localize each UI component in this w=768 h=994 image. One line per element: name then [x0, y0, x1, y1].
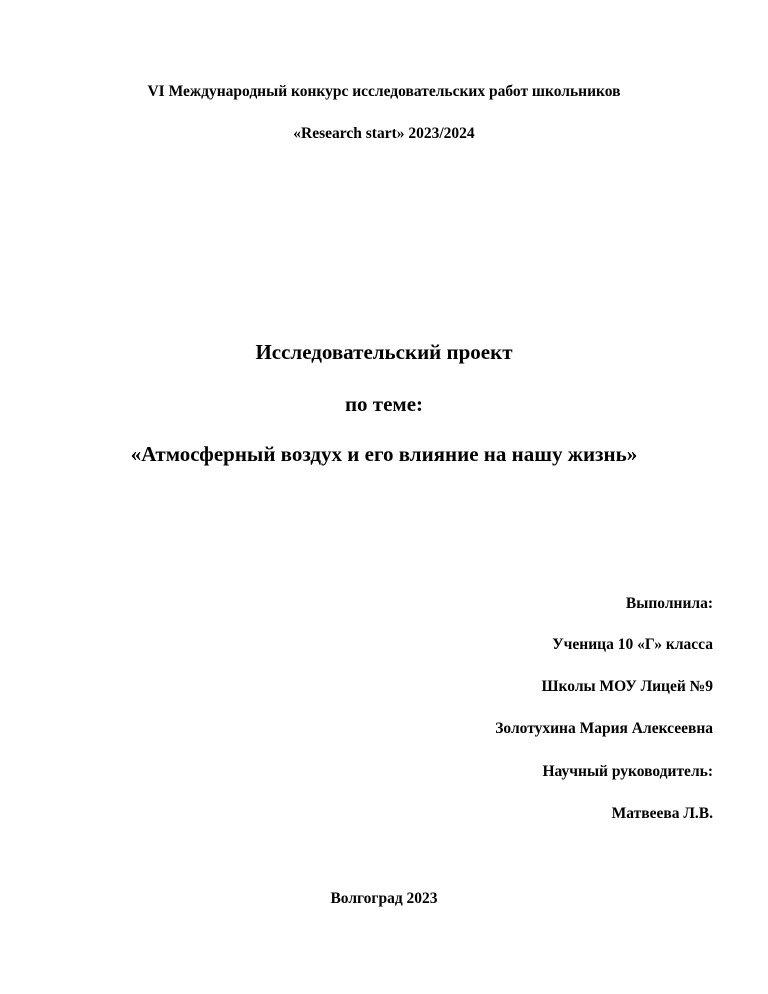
supervisor-name: Матвеева Л.В.: [611, 805, 713, 822]
student-class: Ученица 10 «Г» класса: [552, 636, 713, 653]
supervisor-label: Научный руководитель:: [542, 763, 713, 780]
completed-by-label: Выполнила:: [625, 595, 713, 612]
project-type-heading: Исследовательский проект: [255, 340, 513, 364]
city-year: Волгоград 2023: [330, 890, 438, 907]
school-name: Школы МОУ Лицей №9: [541, 678, 713, 695]
contest-title: VI Международный конкурс исследовательских работ школьников: [147, 83, 621, 100]
project-topic: «Атмосферный воздух и его влияние на нашу жизнь»: [130, 442, 638, 466]
student-name: Золотухина Мария Алексеевна: [495, 720, 713, 737]
topic-prefix: по теме:: [344, 392, 424, 416]
contest-edition: «Research start» 2023/2024: [293, 125, 475, 142]
